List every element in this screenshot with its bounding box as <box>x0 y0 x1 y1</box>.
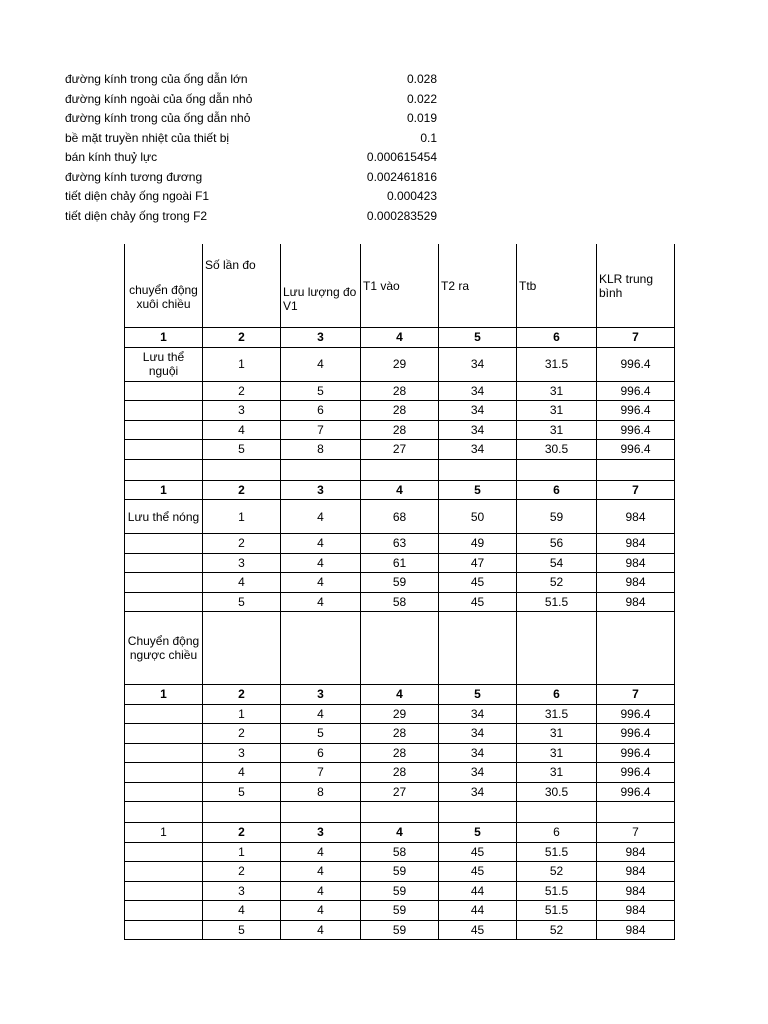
empty-cell <box>125 573 203 593</box>
parameter-row <box>65 148 437 168</box>
column-number: 7 <box>597 328 675 348</box>
spacer-row <box>125 459 675 480</box>
column-number: 4 <box>361 823 439 843</box>
column-number: 1 <box>125 823 203 843</box>
column-number-row <box>125 480 675 500</box>
table-cell: 4 <box>203 763 281 783</box>
table-cell: 68 <box>361 500 439 534</box>
empty-cell <box>361 459 439 480</box>
counterflow-row <box>125 612 675 685</box>
table-cell: 31 <box>517 381 597 401</box>
table-cell: 4 <box>203 901 281 921</box>
table-cell: 996.4 <box>597 763 675 783</box>
table-cell: 4 <box>281 881 361 901</box>
column-number: 5 <box>439 328 517 348</box>
header-t1: T1 vào <box>361 244 439 328</box>
group-label: Lưu thể nóng <box>125 500 203 534</box>
header-ttb: Ttb <box>517 244 597 328</box>
empty-cell <box>281 612 361 685</box>
parameter-list <box>65 70 437 226</box>
table-cell: 31 <box>517 743 597 763</box>
table-cell: 45 <box>439 920 517 940</box>
parameter-label: bán kính thuỷ lực <box>65 150 158 164</box>
table-cell: 51.5 <box>517 901 597 921</box>
parameter-row <box>65 168 437 188</box>
empty-cell <box>597 612 675 685</box>
table-cell: 4 <box>281 704 361 724</box>
table-cell: 1 <box>203 347 281 381</box>
table-cell: 31 <box>517 401 597 421</box>
table-cell: 54 <box>517 553 597 573</box>
column-number: 4 <box>361 480 439 500</box>
table-cell: 34 <box>439 782 517 802</box>
header-flow: Lưu lượng đo V1 <box>281 244 361 328</box>
parameter-value: 0.000615454 <box>366 150 437 164</box>
parameter-row <box>65 109 437 129</box>
column-number: 5 <box>439 480 517 500</box>
table-cell: 4 <box>281 534 361 554</box>
table-cell: 61 <box>361 553 439 573</box>
empty-cell <box>125 920 203 940</box>
header-motion: chuyển động xuôi chiều <box>125 244 203 328</box>
empty-cell <box>125 763 203 783</box>
table-cell: 34 <box>439 420 517 440</box>
table-cell: 996.4 <box>597 401 675 421</box>
table-row <box>125 842 675 862</box>
column-number: 6 <box>517 685 597 705</box>
table-cell: 984 <box>597 842 675 862</box>
parameter-row <box>65 129 437 149</box>
table-row <box>125 401 675 421</box>
parameter-label: tiết diện chảy ống ngoài F1 <box>65 189 210 203</box>
table-cell: 58 <box>361 842 439 862</box>
table-cell: 58 <box>361 592 439 612</box>
table-row <box>125 347 675 381</box>
empty-cell <box>439 459 517 480</box>
table-row <box>125 573 675 593</box>
group-label: Chuyển động ngược chiều <box>125 612 203 685</box>
table-cell: 31 <box>517 763 597 783</box>
column-number: 3 <box>281 480 361 500</box>
table-cell: 28 <box>361 401 439 421</box>
table-cell: 59 <box>361 920 439 940</box>
table-cell: 984 <box>597 534 675 554</box>
parameter-value: 0.1 <box>420 130 437 145</box>
table-cell: 45 <box>439 842 517 862</box>
empty-cell <box>281 802 361 823</box>
parameter-value: 0.028 <box>406 72 437 86</box>
table-cell: 984 <box>597 920 675 940</box>
table-cell: 34 <box>439 440 517 460</box>
table-cell: 50 <box>439 500 517 534</box>
empty-cell <box>517 802 597 823</box>
parameter-value: 0.002461816 <box>366 169 437 184</box>
column-number: 2 <box>203 823 281 843</box>
empty-cell <box>125 782 203 802</box>
parameter-label: đường kính ngoài của ống dẫn nhỏ <box>65 91 253 106</box>
table-cell: 3 <box>203 553 281 573</box>
table-row <box>125 724 675 744</box>
table-cell: 8 <box>281 782 361 802</box>
empty-cell <box>125 881 203 901</box>
parameter-label: đường kính tương đương <box>65 169 203 184</box>
table-cell: 28 <box>361 420 439 440</box>
table-cell: 45 <box>439 592 517 612</box>
table-cell: 984 <box>597 553 675 573</box>
column-number: 3 <box>281 685 361 705</box>
table-cell: 52 <box>517 862 597 882</box>
table-cell: 996.4 <box>597 420 675 440</box>
table-cell: 996.4 <box>597 704 675 724</box>
table-cell: 52 <box>517 920 597 940</box>
table-cell: 4 <box>203 573 281 593</box>
empty-cell <box>517 459 597 480</box>
group-label: Lưu thể nguội <box>125 347 203 381</box>
table-row <box>125 440 675 460</box>
table-cell: 6 <box>281 401 361 421</box>
column-number: 6 <box>517 328 597 348</box>
column-number: 6 <box>517 823 597 843</box>
table-row <box>125 881 675 901</box>
parameter-row <box>65 90 437 110</box>
column-number: 2 <box>203 328 281 348</box>
empty-cell <box>125 802 203 823</box>
table-row <box>125 901 675 921</box>
empty-cell <box>125 459 203 480</box>
table-cell: 29 <box>361 704 439 724</box>
column-number: 5 <box>439 823 517 843</box>
parameter-label: bề mặt truyền nhiệt của thiết bị <box>65 130 230 145</box>
parameter-value: 0.022 <box>406 91 437 106</box>
table-row <box>125 763 675 783</box>
column-number: 7 <box>597 480 675 500</box>
table-row <box>125 420 675 440</box>
table-cell: 28 <box>361 743 439 763</box>
column-number: 7 <box>597 823 675 843</box>
table-cell: 45 <box>439 573 517 593</box>
table-cell: 7 <box>281 420 361 440</box>
table-cell: 6 <box>281 743 361 763</box>
parameter-row <box>65 70 437 90</box>
parameter-value: 0.019 <box>406 111 437 125</box>
header-density: KLR trung bình <box>597 244 675 328</box>
empty-cell <box>125 420 203 440</box>
column-number-row <box>125 328 675 348</box>
header-count: Số lần đo <box>203 244 281 328</box>
table-cell: 3 <box>203 401 281 421</box>
table-cell: 31 <box>517 420 597 440</box>
table-cell: 31.5 <box>517 347 597 381</box>
table-cell: 31 <box>517 724 597 744</box>
table-cell: 8 <box>281 440 361 460</box>
table-cell: 49 <box>439 534 517 554</box>
table-cell: 59 <box>517 500 597 534</box>
table-cell: 996.4 <box>597 347 675 381</box>
table-cell: 34 <box>439 724 517 744</box>
column-number: 4 <box>361 685 439 705</box>
table-cell: 7 <box>281 763 361 783</box>
table-cell: 5 <box>203 440 281 460</box>
table-cell: 4 <box>281 347 361 381</box>
table-row <box>125 534 675 554</box>
parameter-row <box>65 187 437 207</box>
table-cell: 27 <box>361 782 439 802</box>
table-cell: 45 <box>439 862 517 882</box>
column-number: 1 <box>125 328 203 348</box>
table-cell: 1 <box>203 842 281 862</box>
table-cell: 4 <box>281 901 361 921</box>
header-t2: T2 ra <box>439 244 517 328</box>
table-row <box>125 920 675 940</box>
table-cell: 996.4 <box>597 782 675 802</box>
empty-cell <box>517 612 597 685</box>
table-cell: 984 <box>597 573 675 593</box>
table-cell: 47 <box>439 553 517 573</box>
table-row <box>125 782 675 802</box>
table-cell: 59 <box>361 881 439 901</box>
empty-cell <box>439 802 517 823</box>
empty-cell <box>439 612 517 685</box>
empty-cell <box>125 743 203 763</box>
column-number: 3 <box>281 328 361 348</box>
table-cell: 4 <box>281 862 361 882</box>
table-cell: 4 <box>281 553 361 573</box>
table-cell: 44 <box>439 901 517 921</box>
table-row <box>125 743 675 763</box>
table-cell: 44 <box>439 881 517 901</box>
table-cell: 28 <box>361 381 439 401</box>
table-cell: 984 <box>597 500 675 534</box>
table-cell: 28 <box>361 763 439 783</box>
table-cell: 4 <box>281 592 361 612</box>
table-cell: 2 <box>203 862 281 882</box>
table-cell: 4 <box>281 920 361 940</box>
table-cell: 4 <box>281 842 361 862</box>
table-cell: 34 <box>439 743 517 763</box>
table-cell: 3 <box>203 743 281 763</box>
table-cell: 984 <box>597 862 675 882</box>
table-cell: 34 <box>439 381 517 401</box>
header-row <box>125 244 675 328</box>
table-cell: 4 <box>281 573 361 593</box>
parameter-value: 0.000283529 <box>366 208 437 223</box>
table-cell: 5 <box>203 592 281 612</box>
table-cell: 996.4 <box>597 440 675 460</box>
empty-cell <box>361 612 439 685</box>
table-cell: 59 <box>361 901 439 921</box>
table-cell: 5 <box>281 724 361 744</box>
table-cell: 34 <box>439 763 517 783</box>
parameter-row <box>65 207 437 227</box>
column-number: 1 <box>125 480 203 500</box>
table-cell: 52 <box>517 573 597 593</box>
column-number: 6 <box>517 480 597 500</box>
table-cell: 984 <box>597 901 675 921</box>
table-cell: 1 <box>203 704 281 724</box>
table-cell: 59 <box>361 862 439 882</box>
parameter-value: 0.000423 <box>386 189 437 203</box>
table-row <box>125 862 675 882</box>
parameter-label: tiết diện chảy ống trong F2 <box>65 208 208 223</box>
empty-cell <box>125 842 203 862</box>
table-cell: 27 <box>361 440 439 460</box>
table-cell: 31.5 <box>517 704 597 724</box>
table-cell: 29 <box>361 347 439 381</box>
table-cell: 996.4 <box>597 724 675 744</box>
table-cell: 2 <box>203 724 281 744</box>
table-cell: 996.4 <box>597 743 675 763</box>
table-cell: 59 <box>361 573 439 593</box>
empty-cell <box>125 401 203 421</box>
measurement-table <box>124 244 675 940</box>
table-cell: 4 <box>281 500 361 534</box>
table-row <box>125 704 675 724</box>
empty-cell <box>125 704 203 724</box>
table-cell: 5 <box>203 920 281 940</box>
column-number-row <box>125 685 675 705</box>
table-cell: 34 <box>439 347 517 381</box>
table-cell: 34 <box>439 704 517 724</box>
table-cell: 2 <box>203 381 281 401</box>
table-cell: 51.5 <box>517 842 597 862</box>
table-row <box>125 381 675 401</box>
column-number: 3 <box>281 823 361 843</box>
table-row <box>125 553 675 573</box>
empty-cell <box>125 592 203 612</box>
parameter-label: đường kính trong của ống dẫn lớn <box>65 72 248 86</box>
empty-cell <box>125 534 203 554</box>
table-cell: 63 <box>361 534 439 554</box>
table-cell: 996.4 <box>597 381 675 401</box>
table-cell: 28 <box>361 724 439 744</box>
table-cell: 30.5 <box>517 440 597 460</box>
parameter-label: đường kính trong của ống dẫn nhỏ <box>65 111 251 125</box>
empty-cell <box>125 862 203 882</box>
empty-cell <box>203 802 281 823</box>
empty-cell <box>597 802 675 823</box>
table-cell: 4 <box>203 420 281 440</box>
empty-cell <box>125 553 203 573</box>
table-cell: 2 <box>203 534 281 554</box>
table-cell: 51.5 <box>517 881 597 901</box>
spacer-row <box>125 802 675 823</box>
empty-cell <box>281 459 361 480</box>
column-number: 2 <box>203 685 281 705</box>
table-row <box>125 500 675 534</box>
table-cell: 51.5 <box>517 592 597 612</box>
table-cell: 5 <box>281 381 361 401</box>
empty-cell <box>597 459 675 480</box>
table-cell: 1 <box>203 500 281 534</box>
table-cell: 56 <box>517 534 597 554</box>
column-number: 5 <box>439 685 517 705</box>
table-cell: 3 <box>203 881 281 901</box>
table-cell: 984 <box>597 592 675 612</box>
table-cell: 984 <box>597 881 675 901</box>
table-row <box>125 592 675 612</box>
table-cell: 30.5 <box>517 782 597 802</box>
column-number: 4 <box>361 328 439 348</box>
empty-cell <box>125 724 203 744</box>
empty-cell <box>125 381 203 401</box>
empty-cell <box>361 802 439 823</box>
table-cell: 34 <box>439 401 517 421</box>
empty-cell <box>125 440 203 460</box>
empty-cell <box>125 901 203 921</box>
column-number: 2 <box>203 480 281 500</box>
column-number: 1 <box>125 685 203 705</box>
empty-cell <box>203 612 281 685</box>
empty-cell <box>203 459 281 480</box>
column-number: 7 <box>597 685 675 705</box>
column-number-row <box>125 823 675 843</box>
table-cell: 5 <box>203 782 281 802</box>
